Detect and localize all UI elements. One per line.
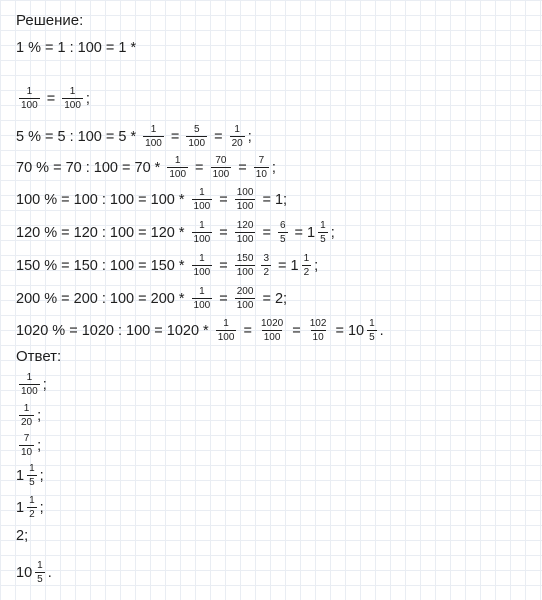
fraction xyxy=(19,403,34,428)
fraction-numerator: 1 xyxy=(174,155,181,166)
solution-line xyxy=(16,253,318,278)
fraction xyxy=(35,560,45,585)
answer-line xyxy=(16,403,41,428)
fraction xyxy=(62,86,83,111)
expression-text: ; xyxy=(85,90,90,107)
fraction-numerator: 3 xyxy=(263,253,269,264)
fraction-denominator: 2 xyxy=(263,267,269,278)
expression-text: 120 % = 120 : 100 = 120 * xyxy=(16,224,189,241)
fraction-denominator: 2 xyxy=(29,509,35,520)
fraction-denominator: 100 xyxy=(64,100,81,111)
fraction-denominator: 100 xyxy=(145,138,162,149)
fraction-numerator: 1 xyxy=(69,86,76,97)
fraction xyxy=(143,124,164,149)
fraction-denominator: 100 xyxy=(169,169,187,180)
fraction-numerator: 1 xyxy=(199,253,205,264)
fraction-denominator: 100 xyxy=(21,100,38,111)
fraction xyxy=(192,286,213,311)
solution-line xyxy=(16,286,287,311)
fraction-numerator: 1 xyxy=(320,220,326,231)
fraction-denominator: 100 xyxy=(21,386,38,397)
fraction-numerator: 7 xyxy=(258,155,265,166)
fraction-denominator: 20 xyxy=(21,417,33,428)
fraction-denominator: 100 xyxy=(188,138,206,149)
answer-line xyxy=(16,495,44,520)
solution-line xyxy=(16,155,276,180)
expression-text: ; xyxy=(42,376,47,393)
fraction-denominator: 100 xyxy=(236,267,254,278)
expression-text: = 10 xyxy=(331,322,365,339)
expression-text: = xyxy=(166,128,184,145)
expression-text: 1 % = 1 : 100 = 1 * xyxy=(16,40,137,56)
answer-line xyxy=(16,560,52,585)
fraction-denominator: 100 xyxy=(193,267,211,278)
fraction xyxy=(235,286,256,311)
fraction-denominator: 100 xyxy=(236,234,254,245)
fraction-numerator: 120 xyxy=(236,220,254,231)
fraction xyxy=(216,318,237,343)
fraction-denominator: 100 xyxy=(193,234,211,245)
fraction xyxy=(235,220,256,245)
expression-text: . xyxy=(47,564,52,581)
fraction-numerator: 7 xyxy=(23,433,30,444)
fraction-numerator: 1 xyxy=(26,86,33,97)
expression-text: 1 xyxy=(16,499,25,516)
expression-text: = xyxy=(288,322,305,339)
fraction-numerator: 1 xyxy=(369,318,375,329)
expression-text: ; xyxy=(39,467,44,484)
fraction-denominator: 10 xyxy=(255,169,267,180)
fraction xyxy=(186,124,207,149)
fraction-numerator: 150 xyxy=(236,253,254,264)
expression-text: ; xyxy=(39,499,44,516)
fraction xyxy=(167,155,188,180)
solution-heading: Решение: xyxy=(16,12,84,29)
fraction xyxy=(19,86,40,111)
fraction-denominator: 100 xyxy=(212,169,230,180)
solution-line xyxy=(16,40,136,56)
solution-line xyxy=(16,318,384,343)
fraction-denominator: 5 xyxy=(29,477,35,488)
solution-line xyxy=(16,220,335,245)
expression-text: = 1; xyxy=(258,191,288,208)
fraction xyxy=(261,253,271,278)
fraction-denominator: 10 xyxy=(21,447,33,458)
fraction-numerator: 100 xyxy=(236,187,254,198)
fraction-denominator: 100 xyxy=(263,332,281,343)
expression-text: 2; xyxy=(16,528,29,544)
expression-text: 70 % = 70 : 100 = 70 * xyxy=(16,159,165,176)
expression-text: = xyxy=(239,322,256,339)
fraction-denominator: 100 xyxy=(236,300,254,311)
expression-text: 100 % = 100 : 100 = 100 * xyxy=(16,191,189,208)
solution-line xyxy=(16,187,287,212)
fraction xyxy=(235,253,256,278)
fraction xyxy=(230,124,245,149)
fraction-numerator: 1 xyxy=(303,253,310,264)
fraction-numerator: 70 xyxy=(215,155,227,166)
expression-text: . xyxy=(379,322,384,339)
expression-text: ; xyxy=(37,407,42,424)
fraction-numerator: 1 xyxy=(199,286,205,297)
expression-text: = 2; xyxy=(258,290,288,307)
expression-text: = xyxy=(258,224,275,241)
expression-text: 1020 % = 1020 : 100 = 1020 * xyxy=(16,322,213,339)
expression-text: = xyxy=(215,224,232,241)
answer-line xyxy=(16,463,44,488)
expression-text: = xyxy=(215,191,232,208)
expression-text: = xyxy=(215,290,232,307)
fraction-numerator: 6 xyxy=(279,220,286,231)
expression-text: 150 % = 150 : 100 = 150 * xyxy=(16,257,189,274)
fraction-numerator: 1020 xyxy=(260,318,284,329)
answer-line xyxy=(16,433,41,458)
fraction-denominator: 5 xyxy=(320,234,326,245)
answer-heading: Ответ: xyxy=(16,348,62,365)
solution-line xyxy=(16,86,90,111)
answer-line xyxy=(16,528,28,544)
fraction-numerator: 102 xyxy=(309,318,327,329)
fraction-numerator: 200 xyxy=(236,286,254,297)
fraction-denominator: 10 xyxy=(312,332,324,343)
fraction xyxy=(318,220,328,245)
fraction-numerator: 5 xyxy=(193,124,200,135)
fraction-denominator: 20 xyxy=(231,138,243,149)
expression-text: = 1 xyxy=(274,257,299,274)
fraction-denominator: 100 xyxy=(217,332,235,343)
fraction-numerator: 1 xyxy=(37,560,43,571)
fraction-numerator: 1 xyxy=(199,220,205,231)
expression-text: ; xyxy=(37,437,42,454)
fraction xyxy=(235,187,256,212)
fraction-numerator: 1 xyxy=(29,463,35,474)
fraction-numerator: 1 xyxy=(150,124,157,135)
fraction-denominator: 5 xyxy=(279,234,286,245)
fraction xyxy=(211,155,232,180)
expression-text: = xyxy=(210,128,227,145)
solution-line xyxy=(16,124,252,149)
expression-text: = xyxy=(234,159,251,176)
expression-text: 5 % = 5 : 100 = 5 * xyxy=(16,128,141,145)
fraction xyxy=(192,220,213,245)
expression-text: ; xyxy=(330,224,335,241)
fraction-denominator: 100 xyxy=(236,201,254,212)
answer-line xyxy=(16,372,47,397)
expression-text: ; xyxy=(247,128,252,145)
fraction-denominator: 2 xyxy=(303,267,310,278)
fraction xyxy=(278,220,288,245)
fraction-numerator: 1 xyxy=(234,124,240,135)
fraction-denominator: 5 xyxy=(37,574,43,585)
fraction-numerator: 1 xyxy=(26,372,33,383)
fraction-denominator: 100 xyxy=(193,201,211,212)
fraction-numerator: 1 xyxy=(199,187,205,198)
expression-text: = 1 xyxy=(290,224,316,241)
fraction xyxy=(192,253,213,278)
fraction-numerator: 1 xyxy=(29,495,35,506)
fraction-numerator: 1 xyxy=(223,318,229,329)
expression-text: ; xyxy=(271,159,276,176)
expression-text: = xyxy=(215,257,232,274)
expression-text: 1 xyxy=(16,467,25,484)
fraction-denominator: 5 xyxy=(369,332,375,343)
fraction xyxy=(367,318,377,343)
fraction-denominator: 100 xyxy=(193,300,211,311)
expression-text: 10 xyxy=(16,564,33,581)
expression-text: = xyxy=(42,90,60,107)
fraction xyxy=(19,372,40,397)
fraction xyxy=(27,495,37,520)
expression-text: ; xyxy=(314,257,319,274)
fraction xyxy=(19,433,34,458)
expression-text: = xyxy=(191,159,208,176)
fraction xyxy=(308,318,329,343)
fraction xyxy=(27,463,37,488)
fraction-numerator: 1 xyxy=(23,403,30,414)
fraction xyxy=(254,155,269,180)
expression-text: 200 % = 200 : 100 = 200 * xyxy=(16,290,189,307)
fraction xyxy=(259,318,285,343)
fraction xyxy=(302,253,312,278)
fraction xyxy=(192,187,213,212)
